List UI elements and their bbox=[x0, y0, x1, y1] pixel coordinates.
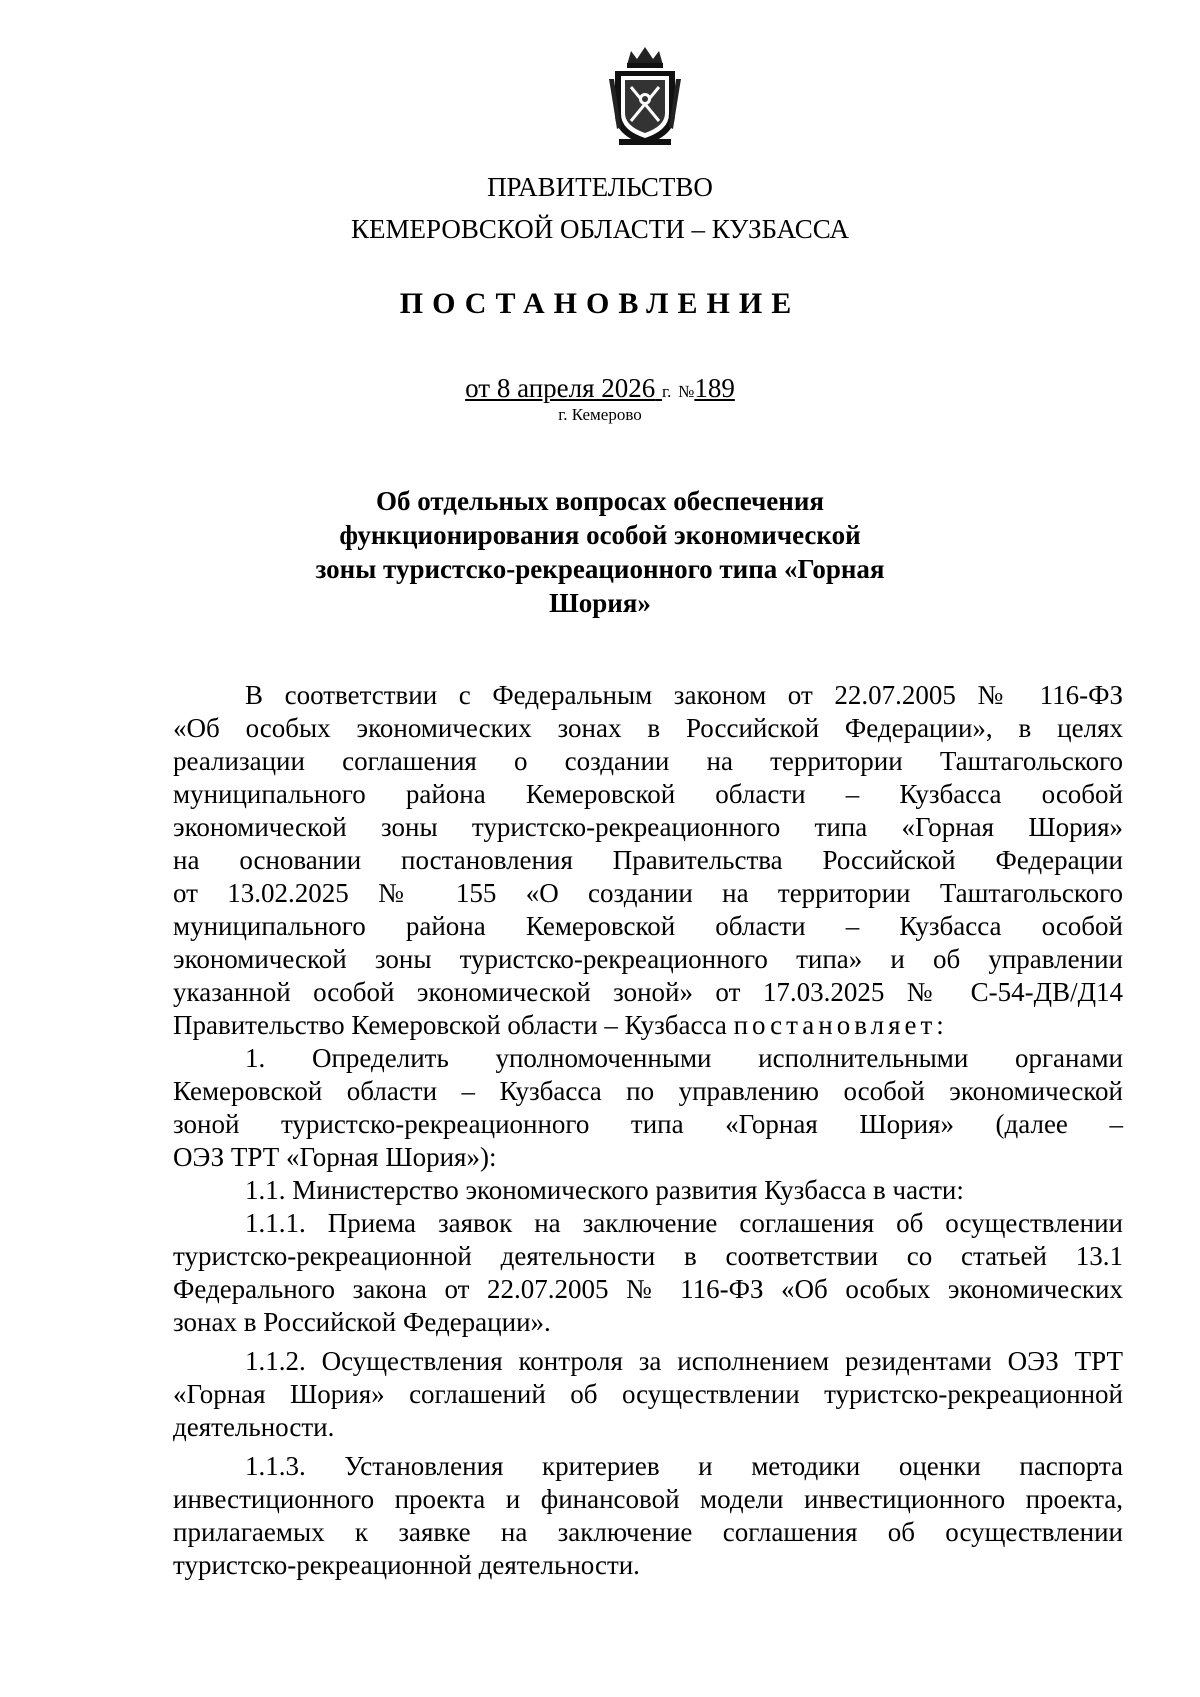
paragraph-1-1 bbox=[173, 1174, 1123, 1207]
text-line: В соответствии с Федеральным законом от 22.07.2005 № 116-ФЗ bbox=[245, 680, 1123, 710]
text-line: инвестиционного проекта и финансовой модели инвестиционного проекта, bbox=[173, 1484, 1123, 1514]
subject-line: Шория» bbox=[549, 588, 651, 618]
text-line: туристско-рекреационной деятельности в соответствии со статьей 13.1 bbox=[173, 1241, 1123, 1271]
text-line: зоной туристско-рекреационного типа «Горная Шория» (далее – bbox=[173, 1109, 1123, 1139]
resolves-verb: постановляет: bbox=[733, 1010, 948, 1040]
text-line: муниципального района Кемеровской области – Кузбасса особой bbox=[173, 911, 1123, 941]
paragraph-1-1-2 bbox=[173, 1345, 1123, 1444]
subject-line: функционирования особой экономической bbox=[339, 520, 861, 550]
decree-date-number bbox=[0, 373, 1200, 404]
decree-subject bbox=[290, 484, 910, 620]
text-line: Федерального закона от 22.07.2005 № 116-ФЗ «Об особых экономических bbox=[173, 1274, 1123, 1304]
text-line: «Об особых экономических зонах в Российской Федерации», в целях bbox=[173, 713, 1123, 743]
decree-number: 189 bbox=[694, 373, 735, 403]
number-sign: № bbox=[678, 382, 695, 401]
resolves-subject: Правительство Кемеровской области – Кузбасса bbox=[173, 1010, 727, 1040]
text-line: от 13.02.2025 № 155 «О создании на территории Таштагольского bbox=[173, 878, 1123, 908]
text-line: прилагаемых к заявке на заключение соглашения об осуществлении bbox=[173, 1517, 1123, 1547]
subject-line: зоны туристско-рекреационного типа «Горная bbox=[315, 554, 885, 584]
text-line: деятельности. bbox=[173, 1412, 335, 1442]
government-name-line1: ПРАВИТЕЛЬСТВО bbox=[487, 172, 713, 202]
text-line: на основании постановления Правительства Российской Федерации bbox=[173, 845, 1123, 875]
text-line: 1. Определить уполномоченными исполнительными органами bbox=[245, 1043, 1123, 1073]
paragraph-preamble bbox=[173, 679, 1123, 1042]
text-line: зонах в Российской Федерации». bbox=[173, 1307, 551, 1337]
text-line: ОЭЗ ТРТ «Горная Шория»): bbox=[173, 1142, 497, 1172]
text-line: муниципального района Кемеровской области – Кузбасса особой bbox=[173, 779, 1123, 809]
text-line: реализации соглашения о создании на территории Таштагольского bbox=[173, 746, 1123, 776]
text-line: экономической зоны туристско-рекреационного типа «Горная Шория» bbox=[173, 812, 1123, 842]
subject-line: Об отдельных вопросах обеспечения bbox=[375, 486, 825, 516]
decree-city: г. Кемерово bbox=[558, 405, 642, 424]
text-line: Кемеровской области – Кузбасса по управлению особой экономической bbox=[173, 1076, 1123, 1106]
text-line: 1.1.3. Установления критериев и методики оценки паспорта bbox=[245, 1451, 1123, 1481]
decree-title: ПОСТАНОВЛЕНИЕ bbox=[399, 287, 801, 320]
text-line: 1.1. Министерство экономического развития Кузбасса в части: bbox=[245, 1175, 964, 1205]
paragraph-1-1-1 bbox=[173, 1207, 1123, 1339]
text-line: 1.1.1. Приема заявок на заключение соглашения об осуществлении bbox=[245, 1208, 1123, 1238]
decree-date: от 8 апреля 2026 bbox=[465, 373, 656, 403]
text-line: «Горная Шория» соглашений об осуществлении туристско-рекреационной bbox=[173, 1379, 1123, 1409]
government-name-line2: КЕМЕРОВСКОЙ ОБЛАСТИ – КУЗБАССА bbox=[351, 214, 849, 244]
text-line: указанной особой экономической зоной» от 17.03.2025 № С-54-ДВ/Д14 bbox=[173, 977, 1123, 1007]
text-line: 1.1.2. Осуществления контроля за исполнением резидентами ОЭЗ ТРТ bbox=[245, 1346, 1123, 1376]
decree-body bbox=[173, 679, 1123, 1582]
text-line: экономической зоны туристско-рекреационного типа» и об управлении bbox=[173, 944, 1123, 974]
coat-of-arms-icon bbox=[605, 43, 685, 149]
paragraph-1-1-3 bbox=[173, 1450, 1123, 1582]
paragraph-1 bbox=[173, 1042, 1123, 1174]
year-suffix: г. bbox=[662, 382, 672, 401]
text-line: туристско-рекреационной деятельности. bbox=[173, 1550, 640, 1580]
text-line bbox=[173, 1009, 1123, 1042]
